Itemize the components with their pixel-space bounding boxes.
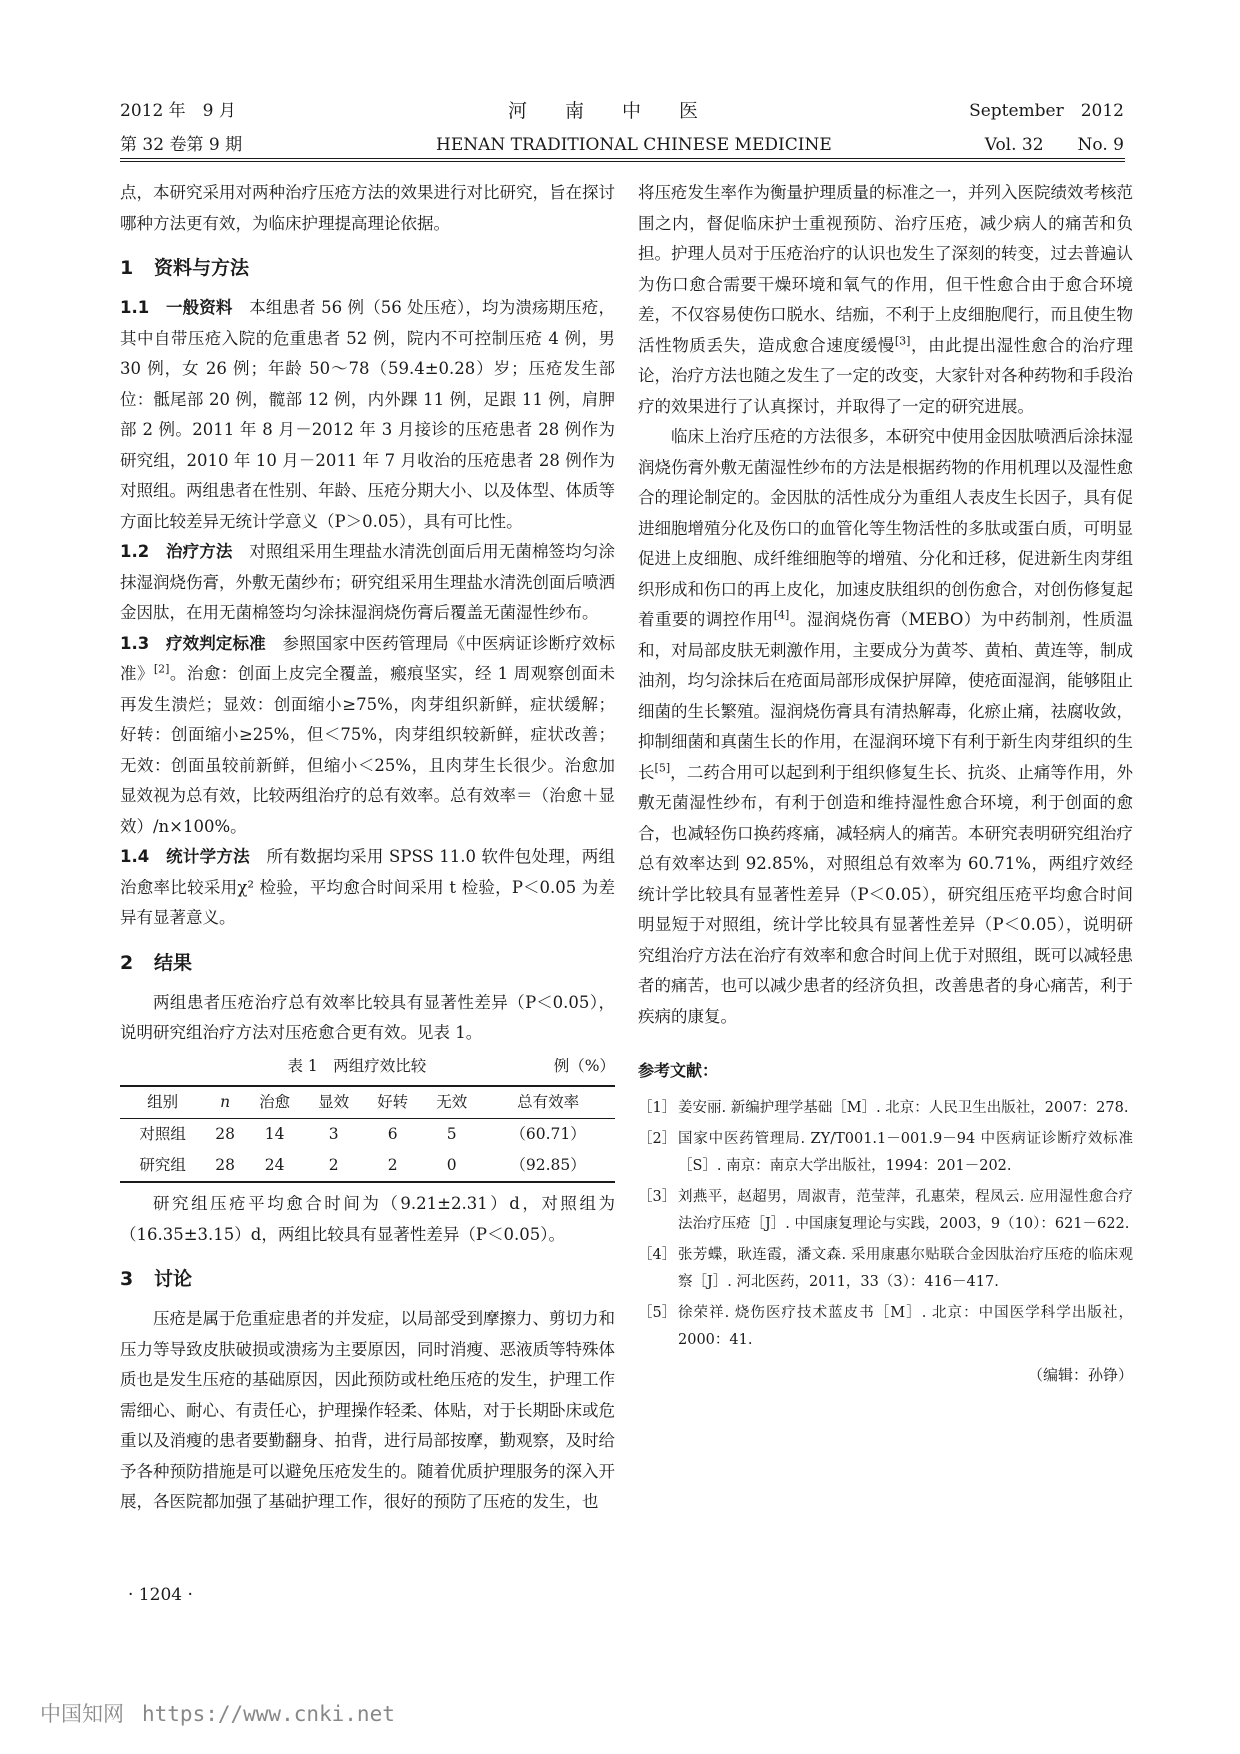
table-header-cell: 治愈: [259, 1093, 291, 1111]
section-number: 3: [120, 1268, 134, 1290]
body-text: 将压疮发生率作为衡量护理质量的标准之一，并列入医院绩效考核范围之内，督促临床护士重视预防、治疗压疮，减少病人的痛苦和负担。护理人员对于压疮治疗的认识也发生了深刻的转变，过去普遍认为伤口愈合需要干燥环境和氧气的作用，但干性愈合由于愈合环境差，不仅容易使伤口脱水、结痂，不利于上皮细胞爬行，而且使生物活性物质丢失，造成愈合速度缓慢: [638, 183, 1133, 355]
section-number: 2: [120, 951, 134, 974]
reference-item: [638, 1300, 1133, 1354]
subsection-label: 1.2 治疗方法: [120, 542, 233, 561]
intro-paragraph: 点，本研究采用对两种治疗压疮方法的效果进行对比研究，旨在探讨哪种方法更有效，为临床护理提高理论依据。: [120, 183, 615, 233]
table-cell: 2: [328, 1156, 339, 1174]
header-volume-cn: 第 32 卷第 9 期: [120, 135, 243, 155]
table-cell: 研究组: [139, 1156, 186, 1174]
table-cell: 3: [328, 1125, 339, 1143]
cnki-url[interactable]: https://www.cnki.net: [142, 1702, 395, 1726]
table-cell: （60.71）: [510, 1125, 586, 1143]
section-title: 结果: [154, 951, 193, 974]
reference-number: ［4］: [638, 1246, 677, 1263]
subsection-text: 对照组采用生理盐水清洗创面后用无菌棉签均匀涂抹湿润烧伤膏，外敷无菌纱布；研究组采用生理盐水清洗创面后喷洒金因肽，在用无菌棉签均匀涂抹湿润烧伤膏后覆盖无菌湿性纱布。: [120, 542, 616, 622]
table-header-cell: 无效: [436, 1093, 468, 1111]
subsection-1-1: [120, 293, 615, 537]
table-caption-row: [120, 1051, 615, 1082]
table-cell: 5: [446, 1125, 457, 1143]
table-header-cell: 显效: [318, 1093, 350, 1111]
table-cell: 28: [215, 1156, 235, 1174]
table-cell: 0: [446, 1156, 457, 1174]
table-header-cell: n: [220, 1093, 231, 1111]
journal-title-cn: 河 南 中 医: [508, 100, 699, 122]
subsection-label: 1.1 一般资料: [120, 298, 233, 317]
table-cell: 2: [387, 1156, 398, 1174]
table-header-cell: 好转: [377, 1093, 409, 1111]
table-cell: 28: [215, 1125, 235, 1143]
reference-text: 徐荣祥. 烧伤医疗技术蓝皮书［M］. 北京：中国医学科学出版社，2000：41.: [678, 1304, 1133, 1348]
citation: [5]: [654, 761, 671, 774]
citation: [4]: [773, 608, 790, 622]
header-rule: [120, 158, 1125, 159]
reference-number: ［1］: [638, 1099, 677, 1116]
citation: [3]: [894, 334, 911, 347]
after-table-paragraph: 研究组压疮平均愈合时间为（9.21±2.31）d，对照组为（16.35±3.15）d，两组比较具有显著性差异（P＜0.05）。: [120, 1194, 615, 1244]
subsection-text: 参照国家中医药管理局《中医病证诊断疗效标准》: [120, 633, 616, 683]
table-unit: 例（%）: [553, 1056, 615, 1075]
body-text: 。湿润烧伤膏（MEBO）为中药制剂，性质温和，对局部皮肤无刺激作用，主要成分为黄芩、黄柏、黄连等，制成油剂，均匀涂抹后在疮面局部形成保护屏障，使疮面湿润，能够阻止细菌的生长繁殖。湿润烧伤膏具有清热解毒，化瘀止痛，祛腐收敛，抑制细菌和真菌生长的作用，在湿润环境下有利于新生肉芽组织的生长: [638, 610, 1134, 782]
body-text: ，由此提出湿性愈合的治疗理论，治疗方法也随之发生了一定的改变，大家针对各种药物和手段治疗的效果进行了认真探讨，并取得了一定的研究进展。: [638, 335, 1134, 416]
table-cell: 14: [264, 1125, 285, 1143]
page-number: · 1204 ·: [128, 1585, 193, 1605]
subsection-1-3: [120, 629, 615, 843]
section-heading-1: [120, 253, 615, 283]
section-title: 资料与方法: [154, 257, 250, 279]
header-volume-en: Vol. 32 No. 9: [984, 135, 1124, 155]
section-heading-2: [120, 948, 615, 978]
discussion-paragraph-1: 压疮是属于危重症患者的并发症，以局部受到摩擦力、剪切力和压力等导致皮肤破损或溃疡为主要原因，同时消瘦、恶液质等特殊体质也是发生压疮的基础原因，因此预防或杜绝压疮的发生，护理工作需细心、耐心、有责任心，护理操作轻柔、体贴，对于长期卧床或危重以及消瘦的患者要勤翻身、拍背，进行局部按摩，勤观察，及时给予各种预防措施是可以避免压疮发生的。随着优质护理服务的深入开展，各医院都加强了基础护理工作，很好的预防了压疮的发生，也: [120, 1309, 615, 1511]
reference-text: 姜安丽. 新编护理学基础［M］. 北京：人民卫生出版社，2007：278.: [678, 1099, 1129, 1116]
table-cell: 6: [387, 1125, 398, 1143]
subsection-label: 1.4 统计学方法: [120, 847, 250, 866]
cnki-watermark: [40, 1698, 395, 1728]
subsection-text: 本组患者 56 例（56 处压疮），均为溃疡期压疮，其中自带压疮入院的危重患者 52 例，院内不可控制压疮 4 例，男 30 例，女 26 例；年龄 50～78（59.4±0.28）岁；压疮发生部位：骶尾部 20 例，髋部 12 例，内外踝 11 例，足跟 11 例，肩胛部 2 例。2011 年 8 月－2012 年 3 月接诊的压疮患者 28 例作为研究组，2010 年 10 月－2011 年 7 月收治的压疮患者 28 例作为对照组。两组患者在性别、年龄、压疮分期大小、以及体型、体质等方面比较差异无统计学意义（P＞0.05），具有可比性。: [120, 298, 615, 531]
efficacy-table: [120, 1085, 615, 1183]
citation: [2]: [153, 662, 170, 676]
table-header-cell: 组别: [147, 1093, 179, 1111]
subsection-1-4: [120, 842, 615, 934]
reference-text: 刘燕平，赵超男，周淑青，范莹萍，孔惠荣，程凤云. 应用湿性愈合疗法治疗压疮［J］. 中国康复理论与实践，2003，9（10）：621－622.: [678, 1188, 1133, 1232]
body-text: 临床上治疗压疮的方法很多，本研究中使用金因肽喷洒后涂抹湿润烧伤膏外敷无菌湿性纱布的方法是根据药物的作用机理以及湿性愈合的理论制定的。金因肽的活性成分为重组人表皮生长因子，具有促进细胞增殖分化及伤口的血管化等生物活性的多肽或蛋白质，可明显促进上皮细胞、成纤维细胞等的增殖、分化和迁移，促进新生肉芽组织形成和伤口的再上皮化，加速皮肤组织的创伤愈合，对创伤修复起着重要的调控作用: [638, 427, 1133, 629]
results-paragraph: 两组患者压疮治疗总有效率比较具有显著性差异（P＜0.05），说明研究组治疗方法对压疮愈合更有效。见表 1。: [120, 992, 615, 1042]
reference-number: ［3］: [638, 1188, 677, 1205]
reference-item: [638, 1242, 1133, 1296]
subsection-text: 所有数据均采用 SPSS 11.0 软件包处理，两组治愈率比较采用χ² 检验，平均愈合时间采用 t 检验，P＜0.05 为差异有显著意义。: [120, 847, 616, 927]
section-number: 1: [120, 257, 134, 279]
table-cell: （92.85）: [510, 1156, 586, 1174]
discussion-continued: [638, 178, 1133, 422]
reference-number: ［2］: [638, 1130, 677, 1147]
references-heading: 参考文献：: [638, 1061, 719, 1080]
reference-item: [638, 1095, 1133, 1122]
table-cell: 24: [264, 1156, 285, 1174]
body-text: ，二药合用可以起到利于组织修复生长、抗炎、止痛等作用，外敷无菌湿性纱布，有利于创造和维持湿性愈合环境，利于创面的愈合，也减轻伤口换药疼痛，减轻病人的痛苦。本研究表明研究组治疗总有效率达到 92.85%，对照组总有效率为 60.71%，两组疗效经统计学比较具有显著性差异（P＜0.05），研究组压疮平均愈合时间明显短于对照组，统计学比较具有显著性差异（P＜0.05），说明研究组治疗方法在治疗有效率和愈合时间上优于对照组，既可以减轻患者的痛苦，也可以减少患者的经济负担，改善患者的身心痛苦，利于疾病的康复。: [638, 762, 1133, 1026]
section-title: 讨论: [154, 1268, 193, 1290]
discussion-paragraph-2: [638, 422, 1133, 1032]
reference-item: [638, 1184, 1133, 1238]
subsection-label: 1.3 疗效判定标准: [120, 633, 266, 653]
header-date-en: September 2012: [969, 101, 1124, 121]
reference-text: 张芳蝶，耿连霞，潘文森. 采用康惠尔贴联合金因肽治疗压疮的临床观察［J］. 河北医药，2011，33（3）：416－417.: [678, 1246, 1133, 1290]
table-header-row: [120, 1086, 615, 1119]
table-header-cell: 总有效率: [517, 1093, 580, 1111]
reference-text: 国家中医药管理局. ZY/T001.1－001.9－94 中医病证诊断疗效标准［S］. 南京：南京大学出版社，1994：201－202.: [678, 1130, 1133, 1174]
reference-number: ［5］: [638, 1304, 677, 1321]
reference-item: [638, 1126, 1133, 1180]
table-row: [120, 1119, 615, 1151]
table-cell: 对照组: [139, 1125, 186, 1143]
editor-note: （编辑：孙铮）: [1027, 1365, 1133, 1384]
header-rule-2: [120, 161, 1125, 162]
right-column: [638, 178, 1133, 1390]
header-date-cn: 2012 年 9 月: [120, 101, 236, 121]
table-caption: 表 1 两组疗效比较: [287, 1056, 427, 1075]
left-column: [120, 178, 615, 1518]
table-row: [120, 1150, 615, 1182]
subsection-text: 。治愈：创面上皮完全覆盖，瘢痕坚实，经 1 周观察创面未再发生溃烂；显效：创面缩小≥75%，肉芽组织新鲜，症状缓解；好转：创面缩小≥25%，但＜75%，肉芽组织较新鲜，症状改善；无效：创面虽较前新鲜，但缩小＜25%，且肉芽生长很少。治愈加显效视为总有效，比较两组治疗的总有效率。总有效率＝（治愈＋显效）/n×100%。: [120, 664, 615, 836]
cnki-brand: 中国知网: [40, 1702, 124, 1726]
subsection-1-2: [120, 537, 615, 629]
journal-title-en: HENAN TRADITIONAL CHINESE MEDICINE: [436, 135, 832, 155]
section-heading-3: [120, 1264, 615, 1294]
